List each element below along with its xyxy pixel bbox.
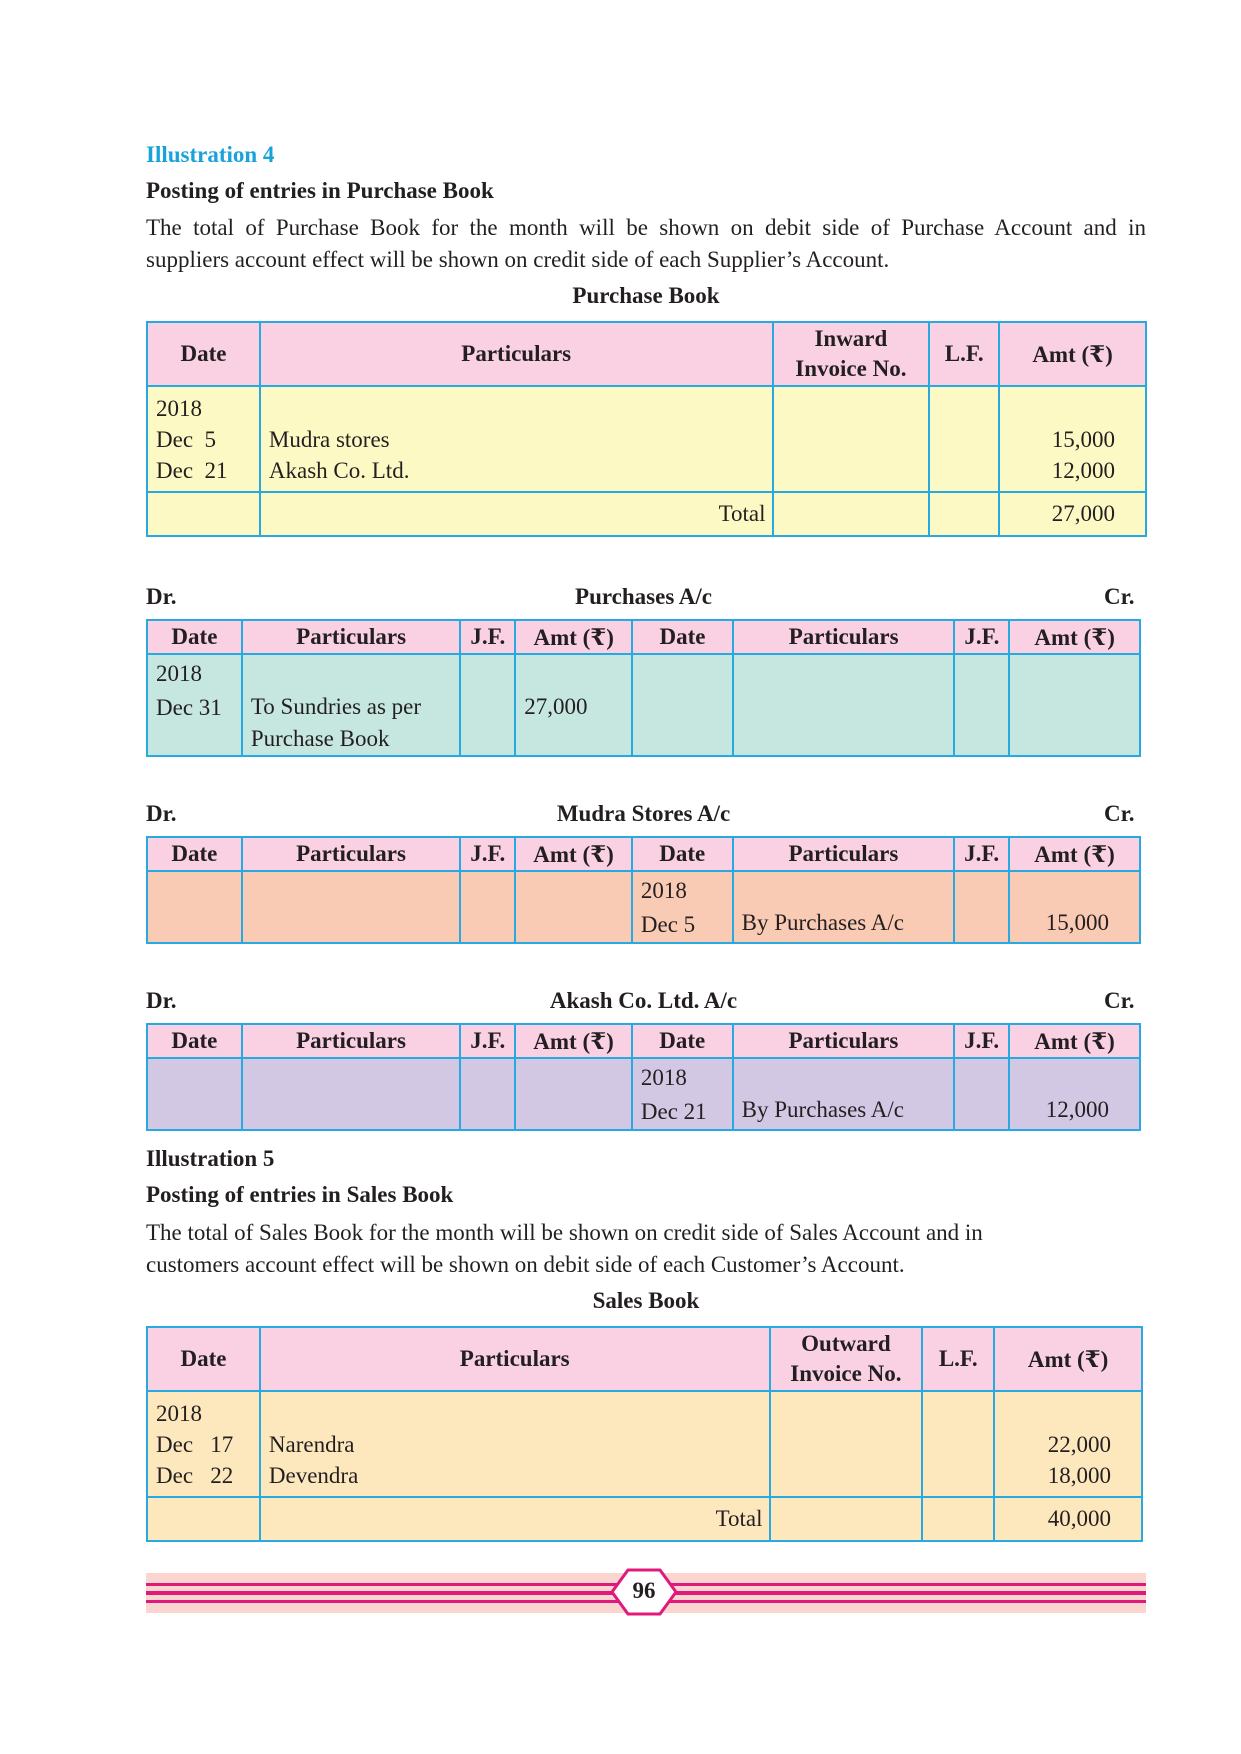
table-row (147, 386, 1146, 492)
purchases-account-table (146, 619, 1141, 757)
entry-date: Dec 22 (156, 1463, 234, 1488)
total-label: Total (260, 1497, 770, 1541)
purchases-account-title: Purchases A/c (575, 584, 712, 609)
date-cell (632, 871, 733, 943)
illustration-4-subtitle: Posting of entries in Purchase Book (146, 178, 494, 203)
year: 2018 (156, 396, 202, 421)
date-cell (147, 654, 242, 756)
header-particulars: Particulars (242, 620, 461, 654)
header-amount: Amt (₹) (515, 837, 632, 871)
header-jf: J.F. (460, 1024, 515, 1058)
table-row (147, 871, 1140, 943)
amount-cell: 27,000 (515, 654, 632, 756)
entry-date: Dec 31 (156, 695, 222, 720)
invoice-cell (773, 386, 930, 492)
header-date: Date (147, 322, 260, 386)
amount-cell: 12,000 (1009, 1058, 1140, 1130)
header-invoice-line: Inward (814, 326, 888, 351)
header-date: Date (147, 1024, 242, 1058)
entry-date: Dec 5 (156, 427, 217, 452)
purchase-book-caption: Purchase Book (572, 283, 720, 308)
illustration-5-subtitle: Posting of entries in Sales Book (146, 1182, 454, 1207)
empty-cell (147, 492, 260, 536)
empty-cell (1009, 654, 1140, 756)
header-date: Date (147, 1327, 260, 1391)
empty-cell (242, 1058, 461, 1130)
header-date: Date (632, 620, 733, 654)
entry-amount: 12,000 (1051, 458, 1115, 483)
empty-cell (147, 1497, 260, 1541)
header-amount: Amt (₹) (999, 322, 1146, 386)
header-date: Date (632, 1024, 733, 1058)
header-amount: Amt (₹) (1009, 1024, 1140, 1058)
header-lf: L.F. (922, 1327, 994, 1391)
total-label: Total (260, 492, 773, 536)
empty-cell (773, 492, 930, 536)
credit-label: Cr. (1104, 988, 1135, 1013)
credit-label: Cr. (1104, 801, 1135, 826)
entry-amount: 18,000 (1047, 1463, 1111, 1488)
empty-cell (515, 871, 632, 943)
date-cell (147, 1391, 260, 1497)
header-date: Date (147, 620, 242, 654)
header-invoice-line: Invoice No. (790, 1361, 902, 1386)
entry-date: Dec 5 (640, 912, 696, 937)
lf-cell (922, 1391, 994, 1497)
header-particulars: Particulars (260, 1327, 770, 1391)
total-row (147, 1497, 1142, 1541)
mudra-account-title: Mudra Stores A/c (556, 801, 731, 826)
amount-cell (994, 1391, 1142, 1497)
header-amount: Amt (₹) (1009, 620, 1140, 654)
illustration-5-paragraph (146, 1217, 1146, 1281)
paragraph-line: customers account effect will be shown on debit side of each Customer’s Account. (146, 1252, 905, 1277)
entry-date: Dec 21 (156, 458, 228, 483)
jf-cell (954, 1058, 1009, 1130)
table-row (147, 654, 1140, 756)
entry-particulars: Mudra stores (268, 427, 390, 452)
illustration-4-paragraph (146, 212, 1146, 276)
empty-cell (460, 871, 515, 943)
illustration-4-title: Illustration 4 (146, 142, 275, 167)
header-jf: J.F. (460, 620, 515, 654)
header-date: Date (632, 837, 733, 871)
empty-cell (929, 492, 999, 536)
year: 2018 (640, 878, 687, 903)
year: 2018 (156, 661, 202, 686)
empty-cell (515, 1058, 632, 1130)
header-particulars: Particulars (733, 1024, 955, 1058)
debit-label: Dr. (146, 801, 177, 826)
amount-cell: 15,000 (1009, 871, 1140, 943)
entry-particulars: Purchase Book (250, 726, 390, 751)
paragraph-line: The total of Sales Book for the month will be shown on credit side of Sales Account and in (146, 1220, 983, 1245)
jf-cell (954, 871, 1009, 943)
jf-cell (460, 654, 515, 756)
empty-cell (147, 871, 242, 943)
entry-particulars: Akash Co. Ltd. (268, 458, 410, 483)
sales-book-table (146, 1326, 1143, 1542)
particulars-cell (242, 654, 461, 756)
paragraph-line: The total of Purchase Book for the month will be shown on debit side of Purchase Account and in (146, 215, 1146, 240)
header-particulars: Particulars (733, 837, 955, 871)
entry-particulars: To Sundries as per (250, 694, 422, 719)
akash-account-title: Akash Co. Ltd. A/c (549, 988, 738, 1013)
header-jf: J.F. (460, 837, 515, 871)
particulars-cell: By Purchases A/c (733, 1058, 955, 1130)
header-amount: Amt (₹) (994, 1327, 1142, 1391)
header-jf: J.F. (954, 620, 1009, 654)
particulars-cell (260, 1391, 770, 1497)
particulars-cell: By Purchases A/c (733, 871, 955, 943)
empty-cell (922, 1497, 994, 1541)
amount-cell (999, 386, 1146, 492)
year: 2018 (156, 1401, 202, 1426)
total-row (147, 492, 1146, 536)
header-jf: J.F. (954, 837, 1009, 871)
table-row (147, 1391, 1142, 1497)
debit-label: Dr. (146, 584, 177, 609)
akash-account-table (146, 1023, 1141, 1131)
purchase-book-table (146, 321, 1147, 537)
header-jf: J.F. (954, 1024, 1009, 1058)
header-particulars: Particulars (242, 1024, 461, 1058)
total-amount: 40,000 (994, 1497, 1142, 1541)
entry-amount: 22,000 (1047, 1432, 1111, 1457)
header-invoice (770, 1327, 923, 1391)
credit-label: Cr. (1104, 584, 1135, 609)
empty-cell (954, 654, 1009, 756)
header-invoice (773, 322, 930, 386)
entry-date: Dec 17 (156, 1432, 234, 1457)
header-particulars: Particulars (260, 322, 773, 386)
illustration-5-title: Illustration 5 (146, 1146, 275, 1171)
date-cell (632, 1058, 733, 1130)
sales-book-caption: Sales Book (592, 1288, 700, 1313)
lf-cell (929, 386, 999, 492)
empty-cell (242, 871, 461, 943)
empty-cell (147, 1058, 242, 1130)
entry-amount: 15,000 (1051, 427, 1115, 452)
empty-cell (733, 654, 955, 756)
header-amount: Amt (₹) (1009, 837, 1140, 871)
entry-particulars: Narendra (268, 1432, 355, 1457)
empty-cell (632, 654, 733, 756)
header-amount: Amt (₹) (515, 620, 632, 654)
entry-date: Dec 21 (640, 1099, 707, 1124)
header-invoice-line: Invoice No. (795, 356, 907, 381)
header-invoice-line: Outward (801, 1331, 891, 1356)
particulars-cell (260, 386, 773, 492)
entry-particulars: Devendra (268, 1463, 359, 1488)
page-number: 96 (632, 1578, 656, 1603)
paragraph-line: suppliers account effect will be shown on credit side of each Supplier’s Account. (146, 247, 890, 272)
date-cell (147, 386, 260, 492)
header-amount: Amt (₹) (515, 1024, 632, 1058)
mudra-account-table (146, 836, 1141, 944)
total-amount: 27,000 (999, 492, 1146, 536)
debit-label: Dr. (146, 988, 177, 1013)
header-particulars: Particulars (242, 837, 461, 871)
header-lf: L.F. (929, 322, 999, 386)
empty-cell (460, 1058, 515, 1130)
header-particulars: Particulars (733, 620, 955, 654)
table-row (147, 1058, 1140, 1130)
header-date: Date (147, 837, 242, 871)
empty-cell (770, 1497, 923, 1541)
year: 2018 (640, 1065, 687, 1090)
invoice-cell (770, 1391, 923, 1497)
